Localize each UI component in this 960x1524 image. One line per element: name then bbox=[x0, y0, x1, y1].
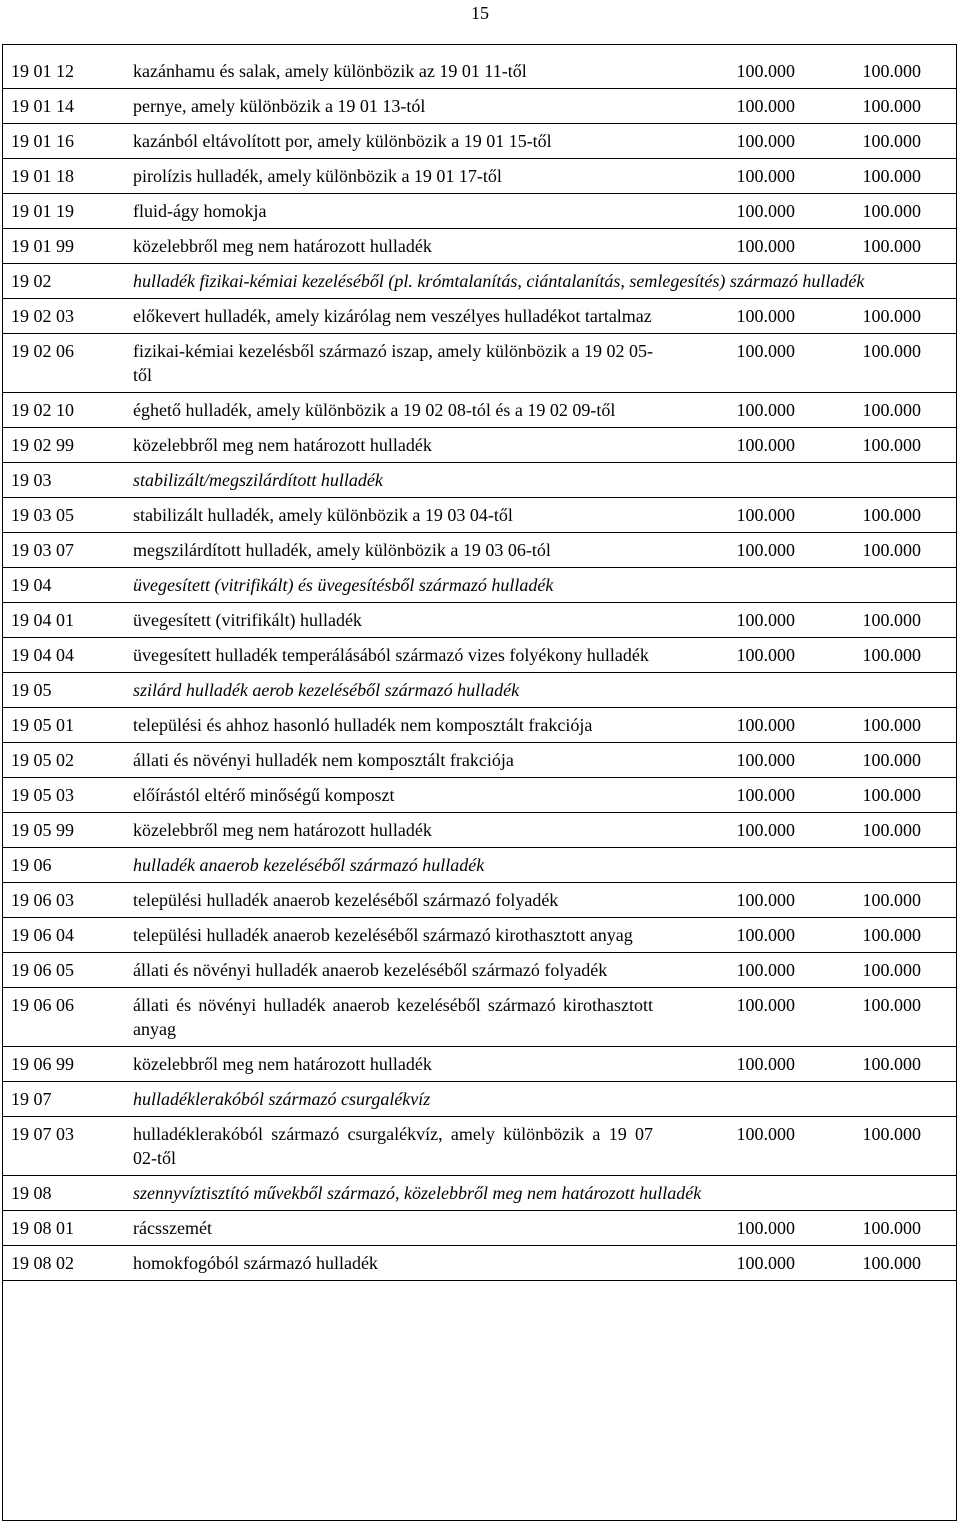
waste-description: homokfogóból származó hulladék bbox=[124, 1246, 677, 1281]
waste-description: települési hulladék anaerob kezeléséből származó folyadék bbox=[124, 883, 677, 918]
waste-description: pernye, amely különbözik a 19 01 13-tól bbox=[124, 89, 677, 124]
limit-value-1: 100.000 bbox=[677, 708, 795, 743]
category-description: hulladéklerakóból származó csurgalékvíz bbox=[124, 1082, 957, 1117]
waste-code: 19 03 07 bbox=[2, 533, 124, 568]
limit-value-1: 100.000 bbox=[677, 883, 795, 918]
waste-code: 19 01 99 bbox=[2, 229, 124, 264]
waste-description: kazánhamu és salak, amely különbözik az 19 01 11-től bbox=[124, 45, 677, 89]
limit-value-1: 100.000 bbox=[677, 1047, 795, 1082]
waste-description: hulladéklerakóból származó csurgalékvíz, amely különbözik a 19 07 02-től bbox=[124, 1117, 677, 1176]
waste-description: kazánból eltávolított por, amely különbözik a 19 01 15-től bbox=[124, 124, 677, 159]
waste-code: 19 02 bbox=[2, 264, 124, 299]
waste-description: üvegesített (vitrifikált) hulladék bbox=[124, 603, 677, 638]
waste-description: éghető hulladék, amely különbözik a 19 02 08-tól és a 19 02 09-től bbox=[124, 393, 677, 428]
limit-value-1: 100.000 bbox=[677, 953, 795, 988]
limit-value-2: 100.000 bbox=[795, 953, 957, 988]
table-row bbox=[2, 159, 957, 194]
limit-value-2: 100.000 bbox=[795, 1117, 957, 1176]
category-description: szennyvíztisztító művekből származó, közelebbről meg nem határozott hulladék bbox=[124, 1176, 957, 1211]
waste-code: 19 02 06 bbox=[2, 334, 124, 393]
category-row bbox=[2, 673, 957, 708]
waste-code: 19 05 99 bbox=[2, 813, 124, 848]
limit-value-1: 100.000 bbox=[677, 778, 795, 813]
category-row bbox=[2, 1082, 957, 1117]
waste-code: 19 02 99 bbox=[2, 428, 124, 463]
waste-code: 19 01 18 bbox=[2, 159, 124, 194]
limit-value-1: 100.000 bbox=[677, 124, 795, 159]
waste-description: települési hulladék anaerob kezeléséből származó kirothasztott anyag bbox=[124, 918, 677, 953]
waste-code: 19 07 03 bbox=[2, 1117, 124, 1176]
limit-value-2: 100.000 bbox=[795, 393, 957, 428]
limit-value-1: 100.000 bbox=[677, 159, 795, 194]
limit-value-1: 100.000 bbox=[677, 89, 795, 124]
table-row bbox=[2, 229, 957, 264]
limit-value-2: 100.000 bbox=[795, 603, 957, 638]
table-row bbox=[2, 89, 957, 124]
limit-value-2: 100.000 bbox=[795, 533, 957, 568]
waste-code: 19 01 14 bbox=[2, 89, 124, 124]
limit-value-1: 100.000 bbox=[677, 428, 795, 463]
waste-description: közelebbről meg nem határozott hulladék bbox=[124, 428, 677, 463]
table-row bbox=[2, 603, 957, 638]
limit-value-2: 100.000 bbox=[795, 89, 957, 124]
limit-value-2: 100.000 bbox=[795, 299, 957, 334]
table-row bbox=[2, 334, 957, 393]
limit-value-1: 100.000 bbox=[677, 533, 795, 568]
table-row bbox=[2, 1117, 957, 1176]
limit-value-1: 100.000 bbox=[677, 743, 795, 778]
limit-value-1: 100.000 bbox=[677, 229, 795, 264]
limit-value-1: 100.000 bbox=[677, 498, 795, 533]
waste-description: közelebbről meg nem határozott hulladék bbox=[124, 1047, 677, 1082]
waste-code: 19 08 02 bbox=[2, 1246, 124, 1281]
limit-value-2: 100.000 bbox=[795, 743, 957, 778]
waste-code: 19 04 04 bbox=[2, 638, 124, 673]
limit-value-2: 100.000 bbox=[795, 883, 957, 918]
limit-value-2: 100.000 bbox=[795, 124, 957, 159]
table-row bbox=[2, 638, 957, 673]
table-row bbox=[2, 194, 957, 229]
waste-description: pirolízis hulladék, amely különbözik a 19 01 17-től bbox=[124, 159, 677, 194]
category-description: stabilizált/megszilárdított hulladék bbox=[124, 463, 957, 498]
waste-code: 19 05 01 bbox=[2, 708, 124, 743]
limit-value-2: 100.000 bbox=[795, 498, 957, 533]
table-row bbox=[2, 533, 957, 568]
table-row bbox=[2, 883, 957, 918]
waste-code: 19 06 99 bbox=[2, 1047, 124, 1082]
table-row bbox=[2, 1211, 957, 1246]
limit-value-2: 100.000 bbox=[795, 918, 957, 953]
table-row bbox=[2, 428, 957, 463]
limit-value-1: 100.000 bbox=[677, 45, 795, 89]
limit-value-1: 100.000 bbox=[677, 393, 795, 428]
limit-value-2: 100.000 bbox=[795, 428, 957, 463]
waste-code: 19 06 04 bbox=[2, 918, 124, 953]
category-description: üvegesített (vitrifikált) és üvegesítésből származó hulladék bbox=[124, 568, 957, 603]
category-row bbox=[2, 1176, 957, 1211]
waste-description: előkevert hulladék, amely kizárólag nem veszélyes hulladékot tartalmaz bbox=[124, 299, 677, 334]
table-row bbox=[2, 1047, 957, 1082]
table-row bbox=[2, 393, 957, 428]
category-description: szilárd hulladék aerob kezeléséből származó hulladék bbox=[124, 673, 957, 708]
limit-value-2: 100.000 bbox=[795, 1211, 957, 1246]
page-number: 15 bbox=[471, 3, 489, 23]
waste-code: 19 06 bbox=[2, 848, 124, 883]
limit-value-2: 100.000 bbox=[795, 334, 957, 393]
limit-value-2: 100.000 bbox=[795, 813, 957, 848]
waste-description: fizikai-kémiai kezelésből származó iszap, amely különbözik a 19 02 05-től bbox=[124, 334, 677, 393]
limit-value-1: 100.000 bbox=[677, 334, 795, 393]
category-row bbox=[2, 848, 957, 883]
limit-value-1: 100.000 bbox=[677, 988, 795, 1047]
waste-code: 19 02 03 bbox=[2, 299, 124, 334]
limit-value-2: 100.000 bbox=[795, 45, 957, 89]
table-row bbox=[2, 708, 957, 743]
waste-description: állati és növényi hulladék nem komposztált frakciója bbox=[124, 743, 677, 778]
limit-value-1: 100.000 bbox=[677, 638, 795, 673]
limit-value-1: 100.000 bbox=[677, 194, 795, 229]
table-row bbox=[2, 124, 957, 159]
limit-value-1: 100.000 bbox=[677, 603, 795, 638]
waste-code: 19 03 05 bbox=[2, 498, 124, 533]
limit-value-1: 100.000 bbox=[677, 1211, 795, 1246]
table-row bbox=[2, 953, 957, 988]
waste-code: 19 04 bbox=[2, 568, 124, 603]
waste-code: 19 01 19 bbox=[2, 194, 124, 229]
limit-value-2: 100.000 bbox=[795, 988, 957, 1047]
waste-description: fluid-ágy homokja bbox=[124, 194, 677, 229]
waste-code: 19 08 bbox=[2, 1176, 124, 1211]
category-row bbox=[2, 264, 957, 299]
waste-description: rácsszemét bbox=[124, 1211, 677, 1246]
waste-description: közelebbről meg nem határozott hulladék bbox=[124, 229, 677, 264]
table-row bbox=[2, 743, 957, 778]
limit-value-2: 100.000 bbox=[795, 229, 957, 264]
waste-code: 19 06 06 bbox=[2, 988, 124, 1047]
limit-value-2: 100.000 bbox=[795, 1047, 957, 1082]
table-row bbox=[2, 988, 957, 1047]
waste-description: állati és növényi hulladék anaerob kezeléséből származó kirothasztott anyag bbox=[124, 988, 677, 1047]
limit-value-2: 100.000 bbox=[795, 778, 957, 813]
limit-value-2: 100.000 bbox=[795, 194, 957, 229]
waste-code: 19 01 12 bbox=[2, 45, 124, 89]
waste-description: stabilizált hulladék, amely különbözik a 19 03 04-től bbox=[124, 498, 677, 533]
table-row bbox=[2, 778, 957, 813]
table-row bbox=[2, 918, 957, 953]
waste-code: 19 03 bbox=[2, 463, 124, 498]
waste-description: megszilárdított hulladék, amely különbözik a 19 03 06-tól bbox=[124, 533, 677, 568]
limit-value-1: 100.000 bbox=[677, 299, 795, 334]
waste-description: közelebbről meg nem határozott hulladék bbox=[124, 813, 677, 848]
waste-code-table bbox=[2, 44, 957, 1281]
table-row bbox=[2, 813, 957, 848]
category-row bbox=[2, 568, 957, 603]
waste-code: 19 07 bbox=[2, 1082, 124, 1117]
waste-code-table-body bbox=[2, 45, 957, 1281]
waste-description: üvegesített hulladék temperálásából származó vizes folyékony hulladék bbox=[124, 638, 677, 673]
category-description: hulladék fizikai-kémiai kezeléséből (pl. krómtalanítás, ciántalanítás, semlegesítés) származó hulladék bbox=[124, 264, 957, 299]
table-row bbox=[2, 299, 957, 334]
waste-code: 19 08 01 bbox=[2, 1211, 124, 1246]
limit-value-1: 100.000 bbox=[677, 813, 795, 848]
waste-description: állati és növényi hulladék anaerob kezeléséből származó folyadék bbox=[124, 953, 677, 988]
waste-code: 19 04 01 bbox=[2, 603, 124, 638]
limit-value-1: 100.000 bbox=[677, 918, 795, 953]
limit-value-2: 100.000 bbox=[795, 1246, 957, 1281]
limit-value-1: 100.000 bbox=[677, 1117, 795, 1176]
limit-value-2: 100.000 bbox=[795, 708, 957, 743]
waste-code: 19 06 05 bbox=[2, 953, 124, 988]
waste-code: 19 05 bbox=[2, 673, 124, 708]
waste-code: 19 05 03 bbox=[2, 778, 124, 813]
table-row bbox=[2, 498, 957, 533]
category-row bbox=[2, 463, 957, 498]
waste-code: 19 01 16 bbox=[2, 124, 124, 159]
limit-value-1: 100.000 bbox=[677, 1246, 795, 1281]
table-row bbox=[2, 45, 957, 89]
waste-code: 19 06 03 bbox=[2, 883, 124, 918]
limit-value-2: 100.000 bbox=[795, 638, 957, 673]
category-description: hulladék anaerob kezeléséből származó hulladék bbox=[124, 848, 957, 883]
table-row bbox=[2, 1246, 957, 1281]
waste-description: települési és ahhoz hasonló hulladék nem komposztált frakciója bbox=[124, 708, 677, 743]
limit-value-2: 100.000 bbox=[795, 159, 957, 194]
waste-code: 19 05 02 bbox=[2, 743, 124, 778]
waste-code: 19 02 10 bbox=[2, 393, 124, 428]
waste-description: előírástól eltérő minőségű komposzt bbox=[124, 778, 677, 813]
